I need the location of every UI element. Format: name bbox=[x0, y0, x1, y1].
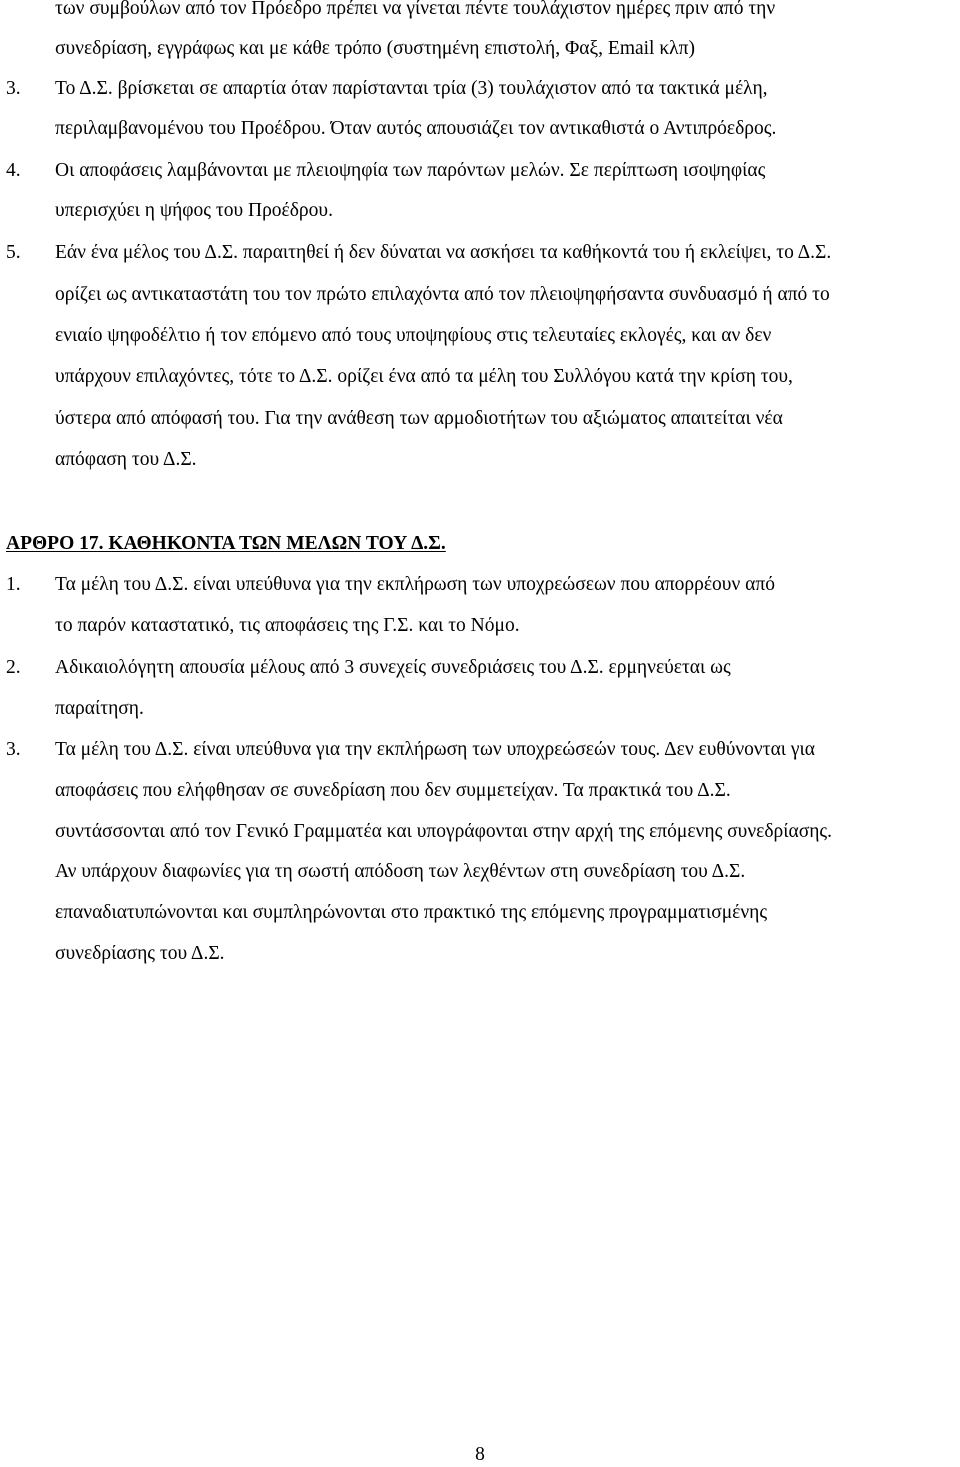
text-line: συνεδρίασης του Δ.Σ. bbox=[55, 943, 225, 964]
text-line: Το Δ.Σ. βρίσκεται σε απαρτία όταν παρίστανται τρία (3) τουλάχιστον από τα τακτικά μέλη, bbox=[55, 78, 768, 99]
text-line: παραίτηση. bbox=[55, 698, 144, 719]
text-line: υπερισχύει η ψήφος του Προέδρου. bbox=[55, 200, 333, 221]
text-line: ύστερα από απόφασή του. Για την ανάθεση των αρμοδιοτήτων του αξιώματος απαιτείται νέα bbox=[55, 408, 783, 429]
text-line: αποφάσεις που ελήφθησαν σε συνεδρίαση που δεν συμμετείχαν. Τα πρακτικά του Δ.Σ. bbox=[55, 780, 731, 801]
text-line: Αδικαιολόγητη απουσία μέλους από 3 συνεχείς συνεδριάσεις του Δ.Σ. ερμηνεύεται ως bbox=[55, 657, 731, 678]
page-number: 8 bbox=[475, 1444, 485, 1465]
text-line: υπάρχουν επιλαχόντες, τότε το Δ.Σ. ορίζει ένα από τα μέλη του Συλλόγου κατά την κρίση του, bbox=[55, 366, 793, 387]
item-number: 3. bbox=[6, 739, 21, 760]
item-number: 5. bbox=[6, 242, 21, 263]
text-line: συνεδρίαση, εγγράφως και με κάθε τρόπο (συστημένη επιστολή, Φαξ, Email κλπ) bbox=[55, 38, 695, 59]
text-line: Αν υπάρχουν διαφωνίες για τη σωστή απόδοση των λεχθέντων στη συνεδρίαση του Δ.Σ. bbox=[55, 861, 746, 882]
text-line: συντάσσονται από τον Γενικό Γραμματέα και υπογράφονται στην αρχή της επόμενης συνεδρίασης. bbox=[55, 821, 833, 842]
text-line: ορίζει ως αντικαταστάτη του τον πρώτο επιλαχόντα από τον πλειοψηφήσαντα συνδυασμό ή από το bbox=[55, 284, 830, 305]
item-number: 4. bbox=[6, 160, 21, 181]
text-line: ενιαίο ψηφοδέλτιο ή τον επόμενο από τους υποψηφίους στις τελευταίες εκλογές, και αν δεν bbox=[55, 325, 772, 346]
text-line: επαναδιατυπώνονται και συμπληρώνονται στο πρακτικό της επόμενης προγραμματισμένης bbox=[55, 902, 768, 923]
text-line: Τα μέλη του Δ.Σ. είναι υπεύθυνα για την εκπλήρωση των υποχρεώσεων που απορρέουν από bbox=[55, 574, 775, 595]
text-line: περιλαμβανομένου του Προέδρου. Όταν αυτός απουσιάζει τον αντικαθιστά ο Αντιπρόεδρος. bbox=[55, 118, 777, 139]
text-line: Τα μέλη του Δ.Σ. είναι υπεύθυνα για την εκπλήρωση των υποχρεώσεών τους. Δεν ευθύνονται για bbox=[55, 739, 816, 760]
item-number: 3. bbox=[6, 78, 21, 99]
text-line: απόφαση του Δ.Σ. bbox=[55, 449, 197, 470]
text-line: το παρόν καταστατικό, τις αποφάσεις της Γ.Σ. και το Νόμο. bbox=[55, 615, 520, 636]
section-heading: ΑΡΘΡΟ 17. ΚΑΘΗΚΟΝΤΑ ΤΩΝ ΜΕΛΩΝ ΤΟΥ Δ.Σ. bbox=[6, 533, 446, 554]
text-line: των συμβούλων από τον Πρόεδρο πρέπει να γίνεται πέντε τουλάχιστον ημέρες πριν από την bbox=[55, 0, 776, 19]
text-line: Οι αποφάσεις λαμβάνονται με πλειοψηφία των παρόντων μελών. Σε περίπτωση ισοψηφίας bbox=[55, 160, 766, 181]
item-number: 2. bbox=[6, 657, 21, 678]
item-number: 1. bbox=[6, 574, 21, 595]
text-line: Εάν ένα μέλος του Δ.Σ. παραιτηθεί ή δεν δύναται να ασκήσει τα καθήκοντά του ή εκλείψει, το Δ.Σ. bbox=[55, 242, 832, 263]
